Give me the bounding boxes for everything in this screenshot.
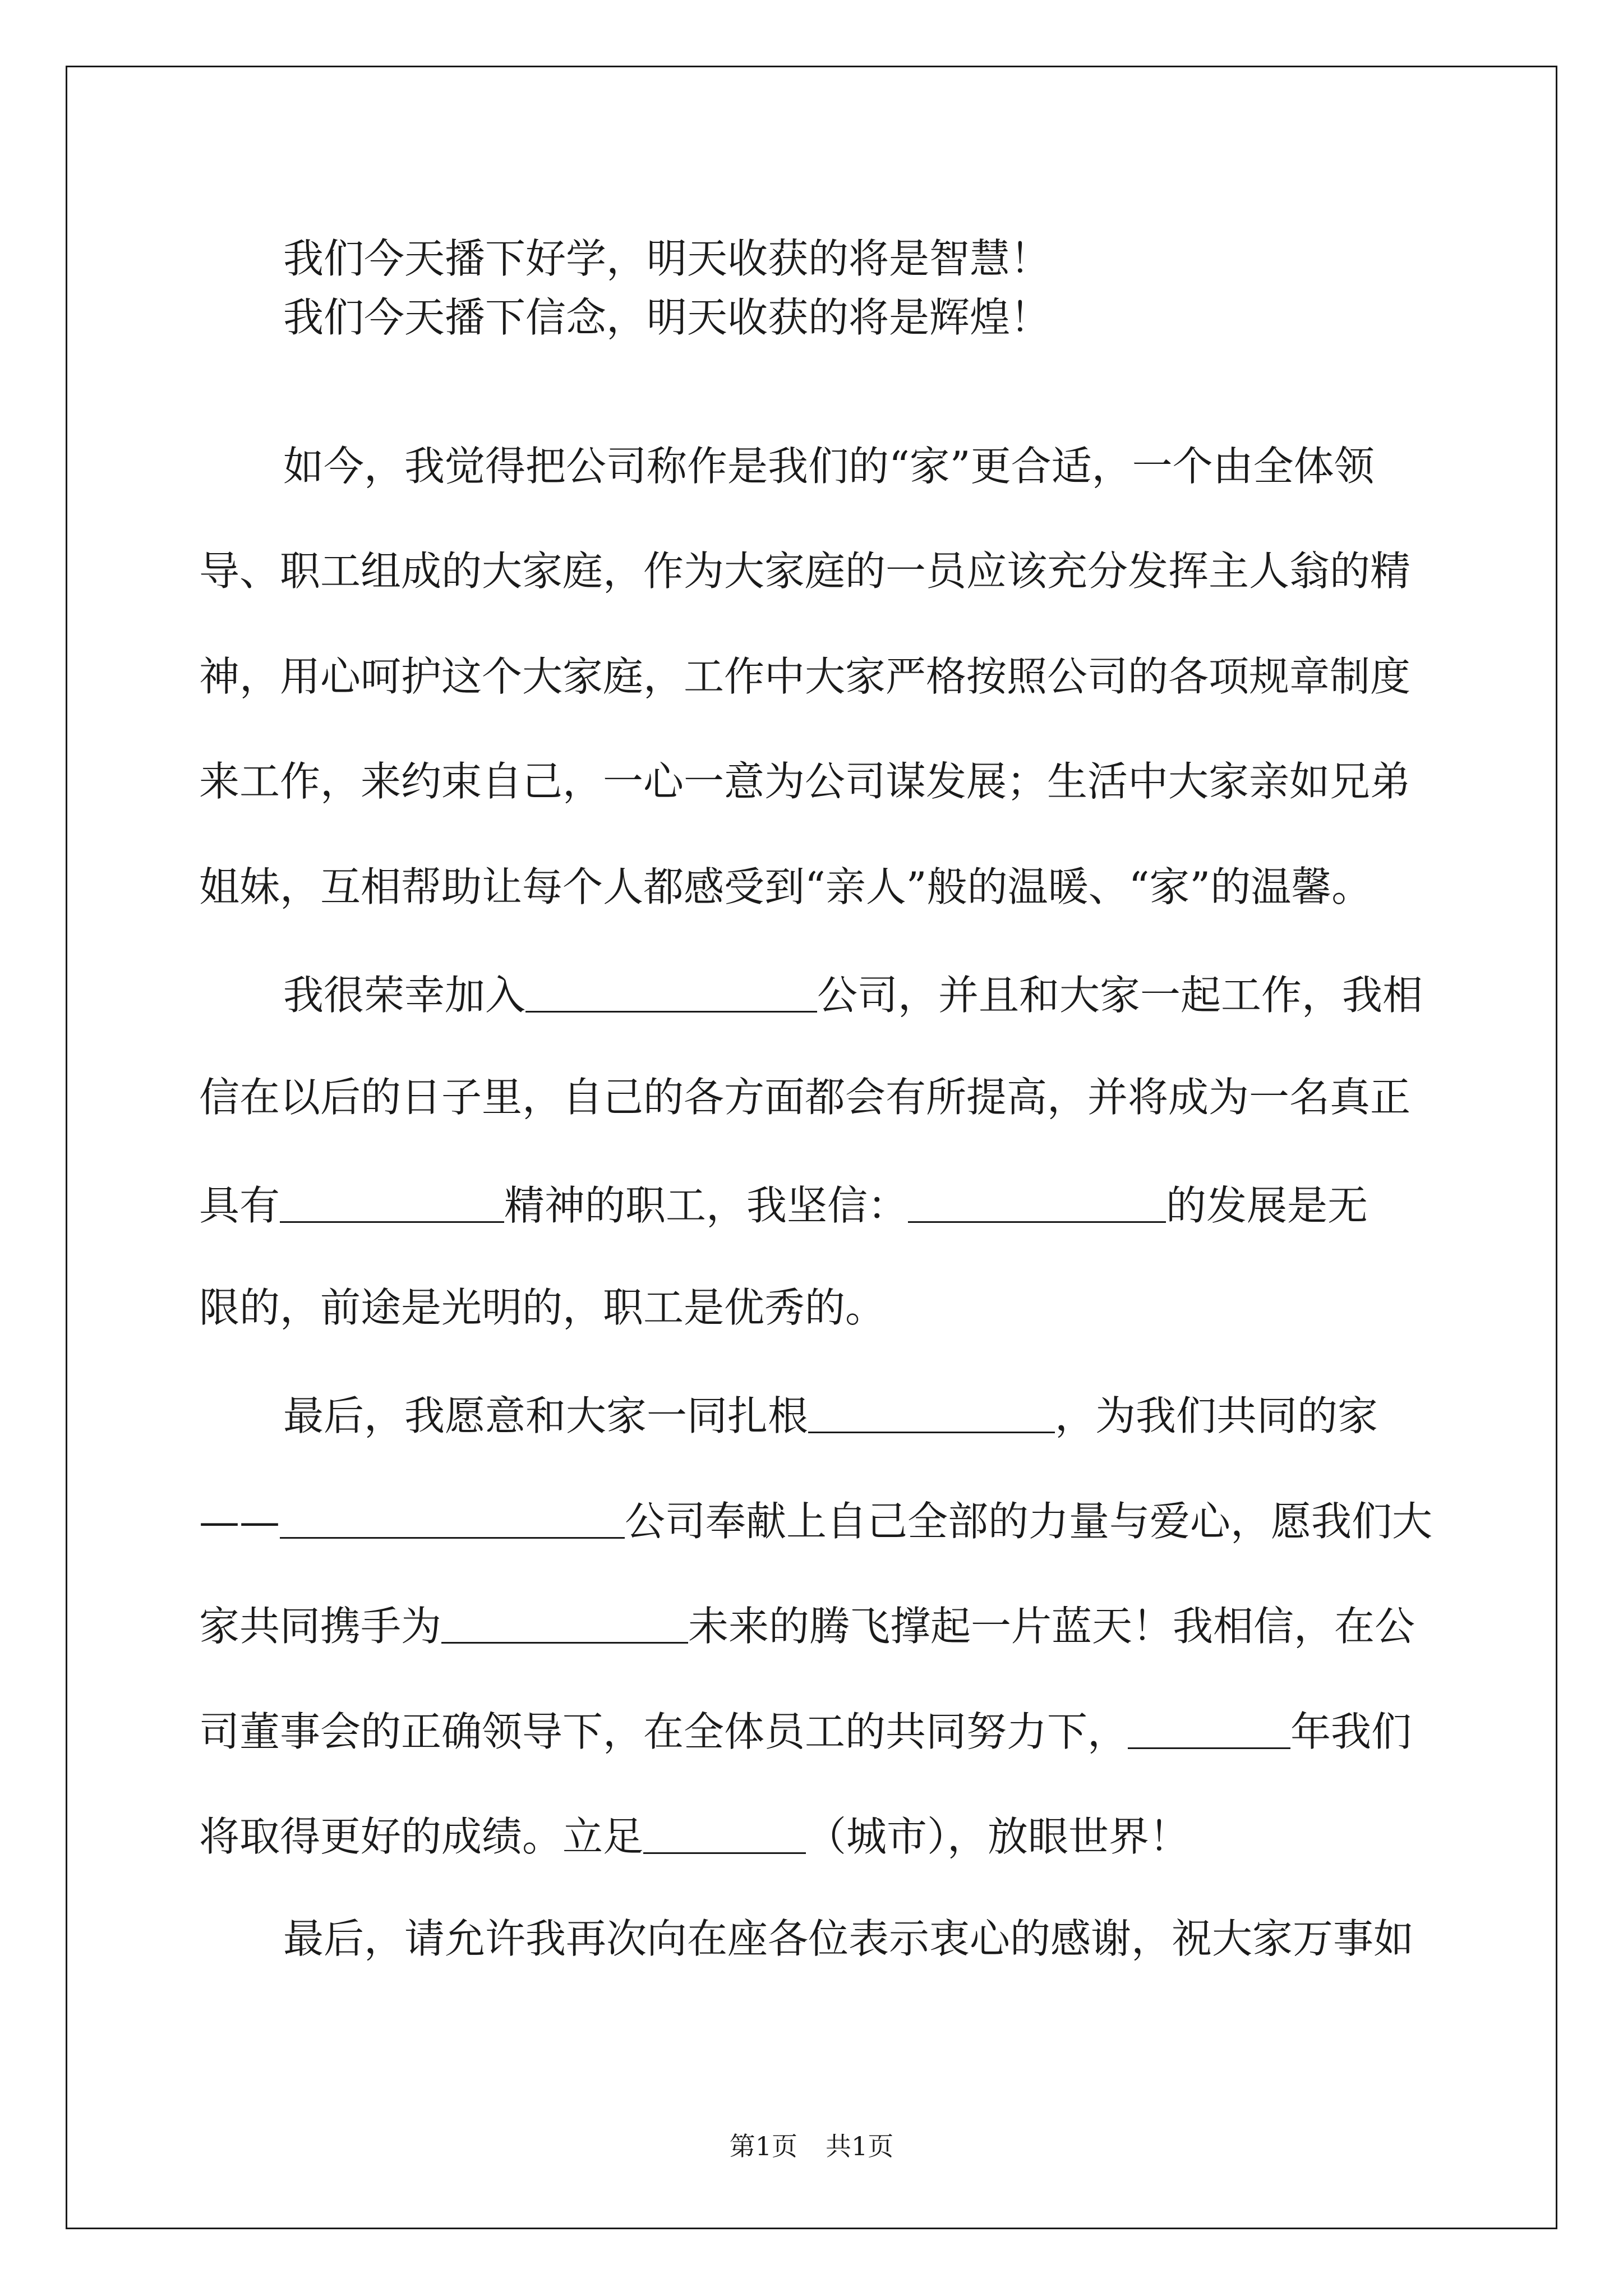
text-segment: 年我们 xyxy=(1290,1708,1412,1755)
text-line xyxy=(0,1813,1623,1860)
text-segment: 我们今天播下好学，明天收获的将是智慧！ xyxy=(283,235,1051,282)
text-line xyxy=(0,972,1623,1019)
text-segment: 具有 xyxy=(199,1182,280,1229)
text-line xyxy=(0,547,1623,595)
text-segment: 精神的职工，我坚信： xyxy=(504,1182,909,1229)
text-segment: 公司奉献上自己全部的力量与爱心，愿我们大 xyxy=(625,1498,1433,1545)
text-segment: 姐妹，互相帮助让每个人都感受到“亲人”般的温暖、“家”的温馨。 xyxy=(199,863,1372,910)
text-line xyxy=(0,863,1623,910)
fill-in-blank xyxy=(808,1392,1055,1433)
text-line xyxy=(0,758,1623,805)
text-segment: 限的，前途是光明的，职工是优秀的。 xyxy=(199,1284,886,1331)
text-segment: 信在以后的日子里，自己的各方面都会有所提高，并将成为一名真正 xyxy=(199,1074,1411,1121)
text-segment: 公司，并且和大家一起工作，我相 xyxy=(817,972,1423,1019)
fill-in-blank xyxy=(525,972,817,1013)
text-segment: ，为我们共同的家 xyxy=(1055,1392,1378,1439)
text-segment: 最后，请允许我再次向在座各位表示衷心的感谢，祝大家万事如 xyxy=(283,1915,1414,1962)
page-number: 第1页 xyxy=(729,2131,797,2161)
fill-in-blank xyxy=(441,1603,688,1644)
text-segment: 如今，我觉得把公司称作是我们的“家”更合适，一个由全体领 xyxy=(283,443,1375,490)
text-line xyxy=(0,1284,1623,1331)
text-segment: 未来的腾飞撑起一片蓝天！我相信，在公 xyxy=(688,1603,1415,1650)
text-line xyxy=(0,1603,1623,1650)
text-segment: 来工作，来约束自己，一心一意为公司谋发展；生活中大家亲如兄弟 xyxy=(199,758,1411,805)
text-segment: 我们今天播下信念，明天收获的将是辉煌！ xyxy=(283,294,1051,341)
fill-in-blank xyxy=(643,1813,806,1854)
text-line xyxy=(0,1392,1623,1439)
text-segment: 我很荣幸加入 xyxy=(283,972,526,1019)
text-segment: （城市），放眼世界！ xyxy=(806,1813,1190,1860)
page-footer xyxy=(0,2126,1623,2163)
page-total: 共1页 xyxy=(826,2131,894,2161)
text-segment: 导、职工组成的大家庭，作为大家庭的一员应该充分发挥主人翁的精 xyxy=(199,547,1411,595)
text-line xyxy=(0,235,1623,282)
text-line xyxy=(0,1915,1623,1962)
text-line xyxy=(0,653,1623,700)
text-segment: 最后，我愿意和大家一同扎根 xyxy=(283,1392,809,1439)
fill-in-blank xyxy=(908,1182,1166,1223)
fill-in-blank xyxy=(280,1182,504,1223)
text-segment: —— xyxy=(199,1498,280,1545)
text-line xyxy=(0,1074,1623,1121)
text-line xyxy=(0,1182,1623,1229)
text-line xyxy=(0,443,1623,490)
text-line xyxy=(0,1498,1623,1545)
text-segment: 神，用心呵护这个大家庭，工作中大家严格按照公司的各项规章制度 xyxy=(199,653,1411,700)
text-line xyxy=(0,294,1623,341)
page-border xyxy=(66,66,1557,2229)
text-segment: 司董事会的正确领导下，在全体员工的共同努力下， xyxy=(199,1708,1128,1755)
text-segment: 的发展是无 xyxy=(1166,1182,1368,1229)
text-segment: 将取得更好的成绩。立足 xyxy=(199,1813,644,1860)
text-segment: 家共同携手为 xyxy=(199,1603,442,1650)
text-line xyxy=(0,1708,1623,1755)
fill-in-blank xyxy=(280,1498,625,1539)
fill-in-blank xyxy=(1128,1708,1290,1749)
